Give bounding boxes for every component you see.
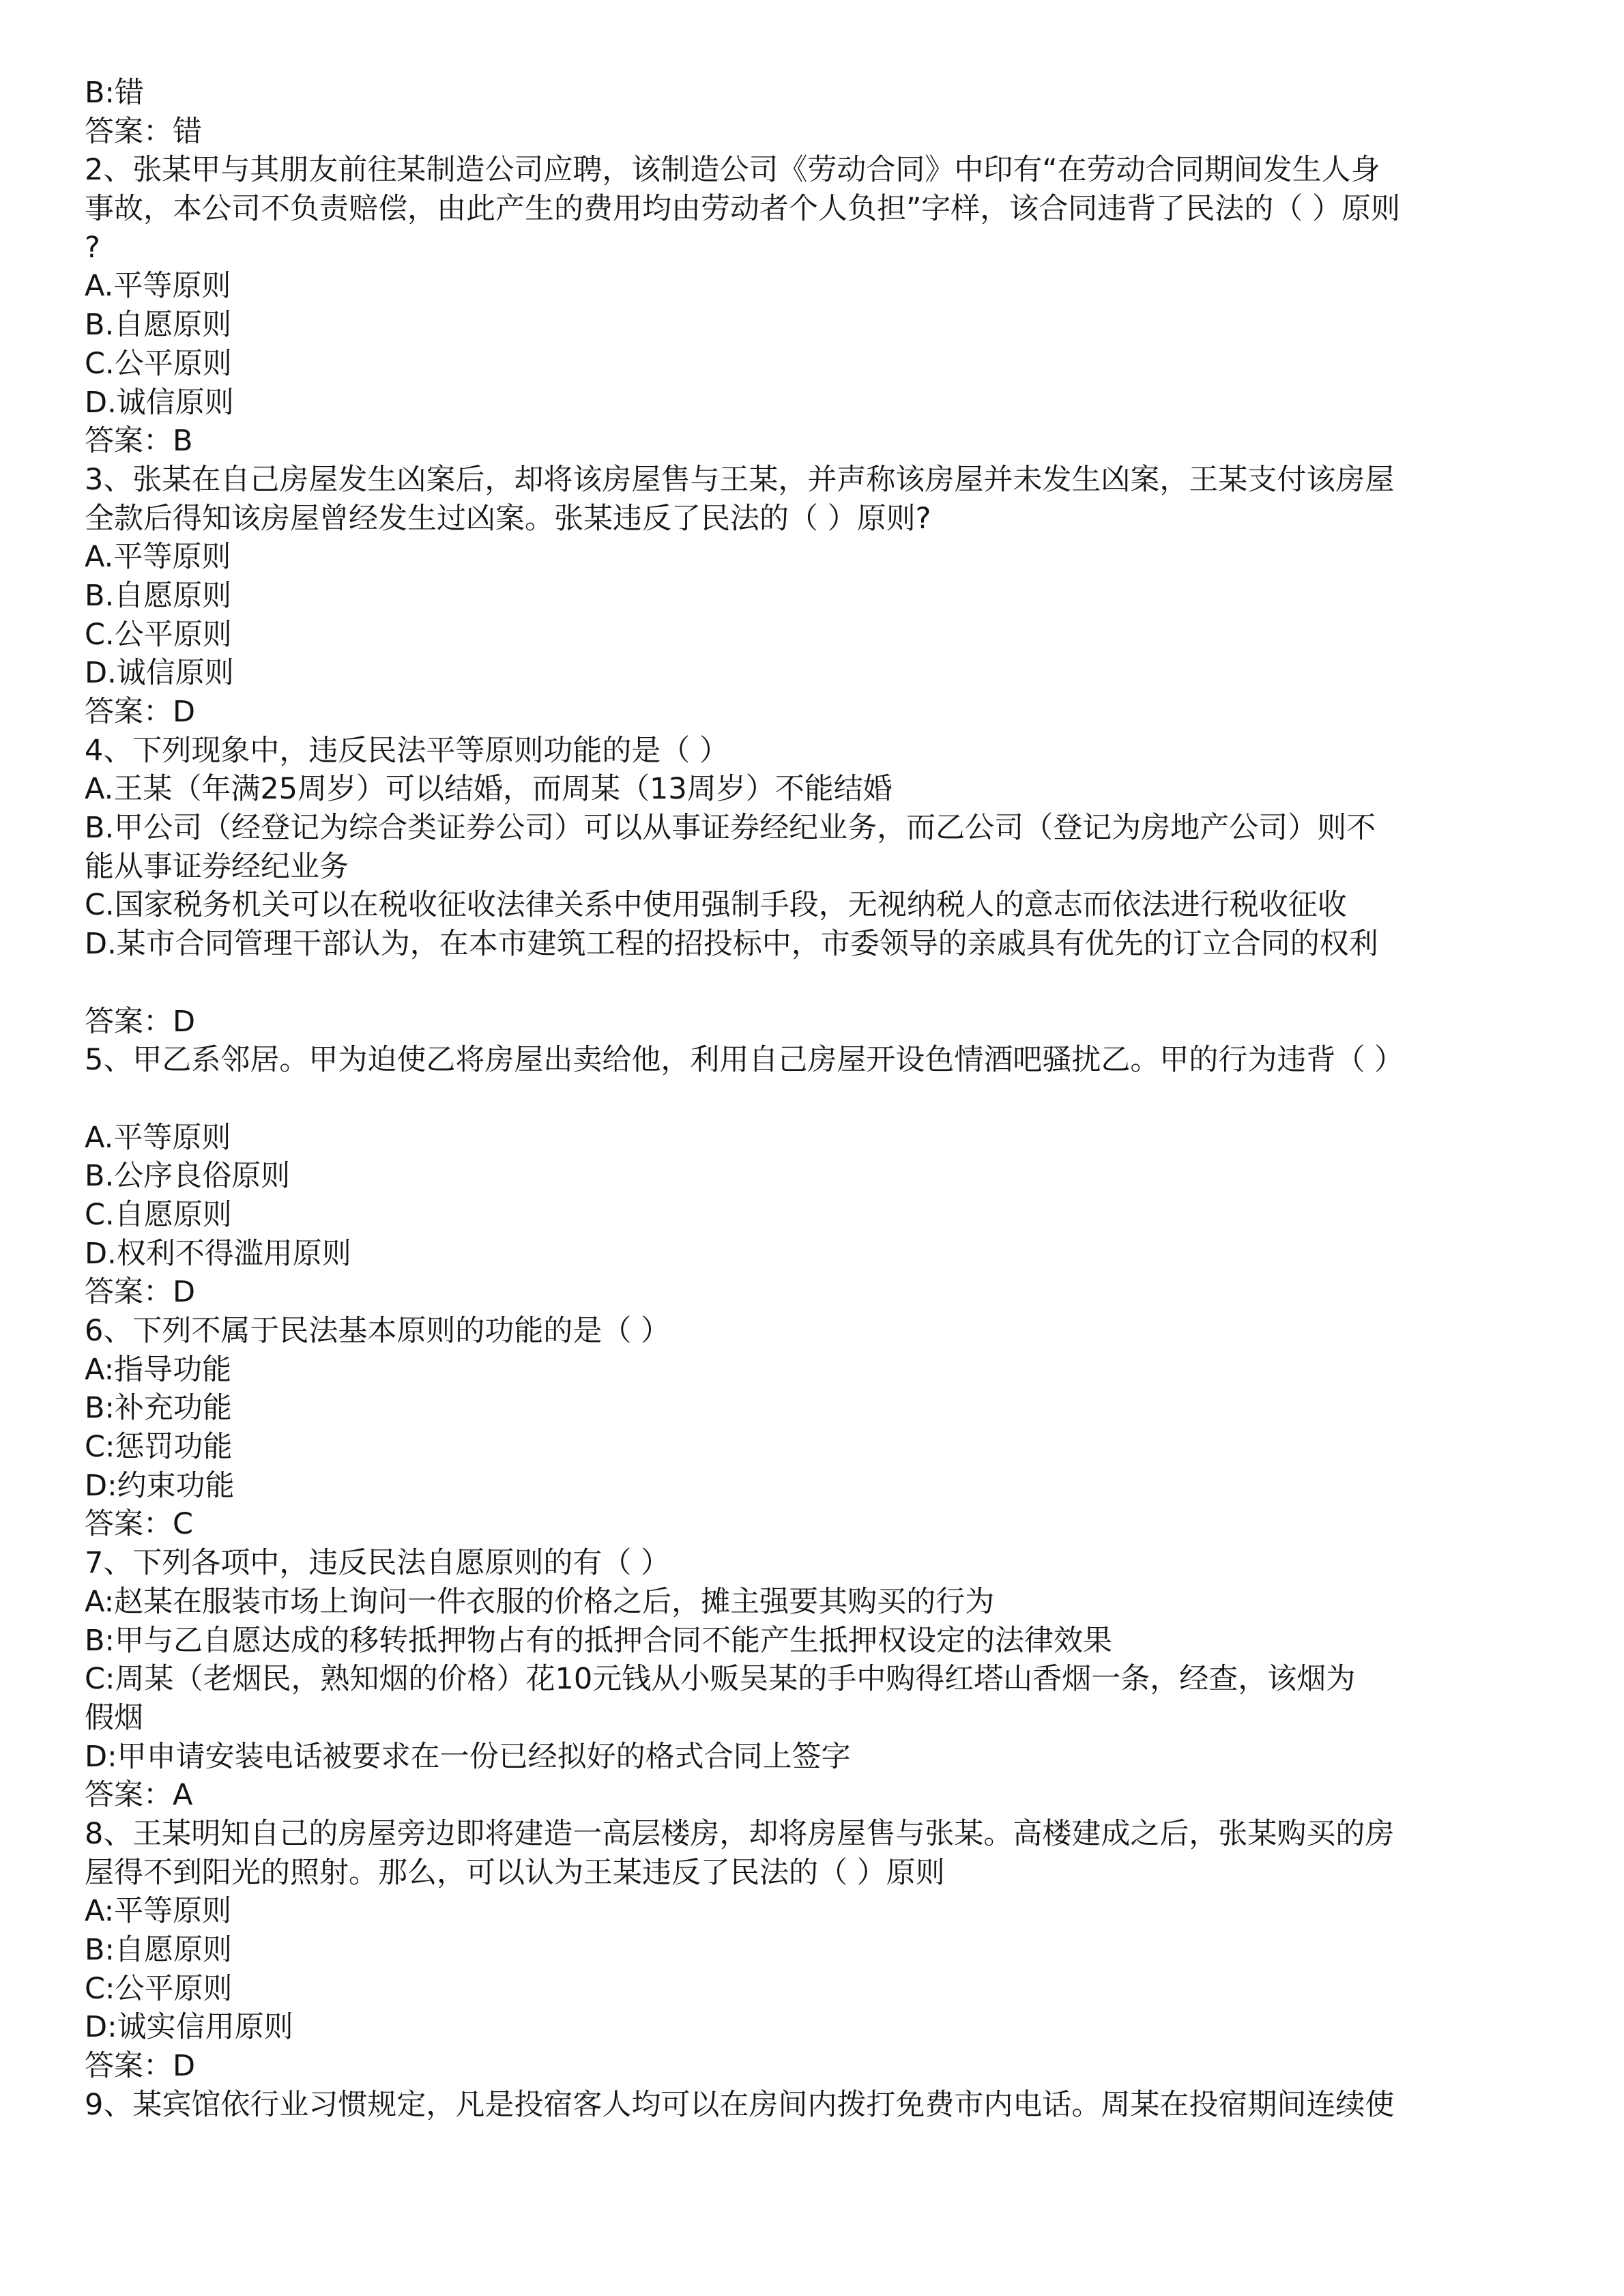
text-line: D.诚信原则	[85, 656, 234, 691]
text-line: B.自愿原则	[85, 578, 232, 613]
text-line: C:周某（老烟民，熟知烟的价格）花10元钱从小贩吴某的手中购得红塔山香烟一条，经查，该烟为	[85, 1662, 1356, 1697]
text-line: 2、张某甲与其朋友前往某制造公司应聘，该制造公司《劳动合同》中印有“在劳动合同期间发生人身	[85, 153, 1380, 188]
blank-line	[85, 1080, 1565, 1119]
text-line: D.权利不得滥用原则	[85, 1236, 351, 1271]
text-line: C.国家税务机关可以在税收征收法律关系中使用强制手段，无视纳税人的意志而依法进行税收征收	[85, 888, 1347, 923]
text-line: 答案：B	[85, 424, 193, 459]
text-line: D.某市合同管理干部认为，在本市建筑工程的招投标中，市委领导的亲戚具有优先的订立合同的权利	[85, 927, 1378, 962]
text-line: A.平等原则	[85, 1120, 231, 1155]
blank-line	[85, 964, 1565, 1003]
text-line: A.平等原则	[85, 269, 231, 304]
text-line: 4、下列现象中，违反民法平等原则功能的是（ ）	[85, 733, 729, 768]
text-line: B:错	[85, 76, 144, 110]
text-line: ?	[85, 230, 100, 265]
text-line: 事故，本公司不负责赔偿，由此产生的费用均由劳动者个人负担”字样，该合同违背了民法的（ ）原则	[85, 192, 1400, 227]
text-line: 8、王某明知自己的房屋旁边即将建造一高层楼房，却将房屋售与张某。高楼建成之后，张某购买的房	[85, 1816, 1395, 1851]
text-line: 能从事证券经纪业务	[85, 849, 349, 884]
text-line: 答案：C	[85, 1507, 194, 1542]
text-line: D.诚信原则	[85, 385, 234, 420]
text-line: 3、张某在自己房屋发生凶案后，却将该房屋售与王某，并声称该房屋并未发生凶案，王某支付该房屋	[85, 462, 1395, 497]
text-line: 答案：D	[85, 1275, 196, 1310]
text-line: D:约束功能	[85, 1468, 235, 1503]
text-line: 屋得不到阳光的照射。那么，可以认为王某违反了民法的（ ）原则	[85, 1855, 945, 1890]
text-line: 5、甲乙系邻居。甲为迫使乙将房屋出卖给他，利用自己房屋开设色情酒吧骚扰乙。甲的行为违背（ ）	[85, 1043, 1404, 1078]
document-body	[85, 74, 1565, 2124]
text-line: D:诚实信用原则	[85, 2010, 293, 2045]
text-line: 答案：错	[85, 114, 202, 149]
text-line: C.自愿原则	[85, 1197, 232, 1232]
text-line: C.公平原则	[85, 617, 232, 652]
text-line: A.平等原则	[85, 540, 231, 575]
text-line: B.自愿原则	[85, 308, 232, 343]
text-line: A:赵某在服装市场上询问一件衣服的价格之后，摊主强要其购买的行为	[85, 1584, 995, 1619]
text-line: 假烟	[85, 1700, 143, 1735]
text-line: 答案：D	[85, 2049, 196, 2084]
text-line: B:补充功能	[85, 1391, 232, 1426]
text-line: C:公平原则	[85, 1971, 233, 2006]
text-line: A:指导功能	[85, 1352, 232, 1387]
text-line: C:惩罚功能	[85, 1430, 233, 1465]
text-line: 6、下列不属于民法基本原则的功能的是（ ）	[85, 1314, 671, 1348]
text-line: 全款后得知该房屋曾经发生过凶案。张某违反了民法的（ ）原则?	[85, 501, 931, 536]
text-line: A:平等原则	[85, 1894, 232, 1929]
text-line: 9、某宾馆依行业习惯规定，凡是投宿客人均可以在房间内拨打免费市内电话。周某在投宿期间连续使	[85, 2087, 1395, 2122]
text-line: 答案：D	[85, 1004, 196, 1039]
text-line: D:甲申请安装电话被要求在一份已经拟好的格式合同上签字	[85, 1739, 851, 1774]
text-line: B.公序良俗原则	[85, 1159, 291, 1194]
text-line: A.王某（年满25周岁）可以结婚，而周某（13周岁）不能结婚	[85, 772, 893, 807]
text-line: C.公平原则	[85, 346, 232, 381]
text-line: B.甲公司（经登记为综合类证券公司）可以从事证券经纪业务，而乙公司（登记为房地产公司）则不	[85, 811, 1376, 846]
text-line: 答案：A	[85, 1778, 193, 1813]
text-line: B:甲与乙自愿达成的移转抵押物占有的抵押合同不能产生抵押权设定的法律效果	[85, 1623, 1112, 1658]
text-line: 7、下列各项中，违反民法自愿原则的有（ ）	[85, 1546, 671, 1581]
text-line: 答案：D	[85, 695, 196, 729]
text-line: B:自愿原则	[85, 1933, 232, 1967]
